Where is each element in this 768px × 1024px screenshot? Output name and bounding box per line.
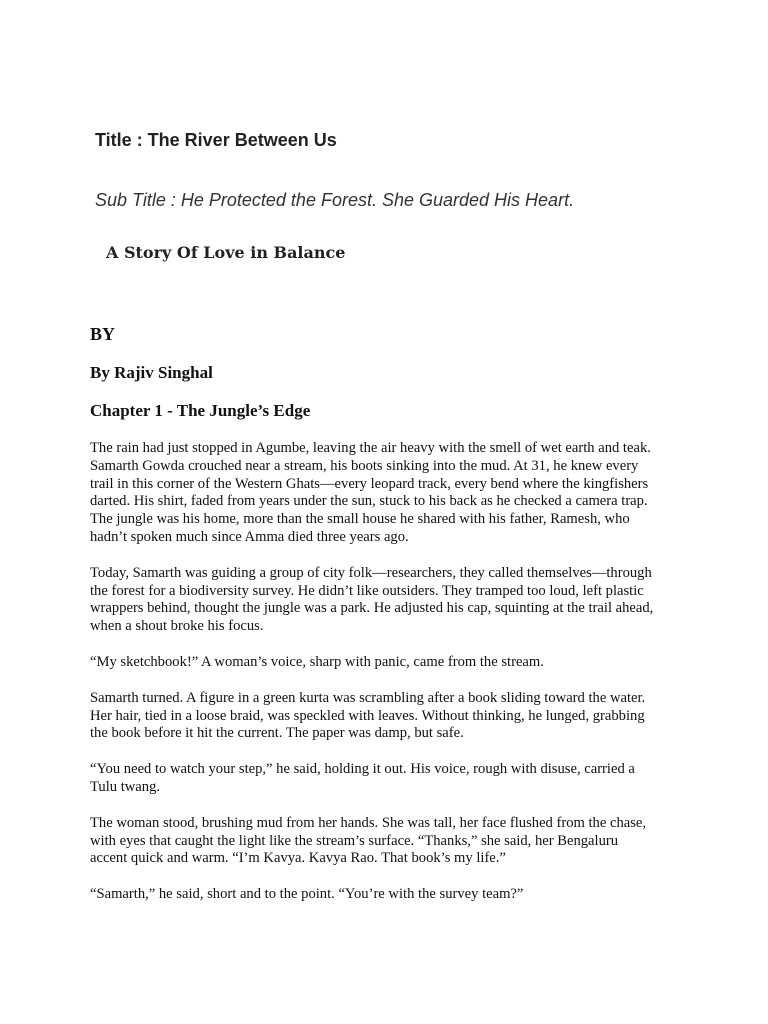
- chapter-body: [90, 440, 690, 922]
- text-line: Today, Samarth was guiding a group of city folk—researchers, they called themselves—through: [90, 564, 652, 581]
- text-line: darted. His shirt, faded from years under the sun, stuck to his back as he checked a camera trap.: [90, 493, 648, 510]
- text-line: the book before it hit the current. The paper was damp, but safe.: [90, 725, 464, 742]
- paragraph: [90, 815, 690, 868]
- book-tagline: A Story Of Love in Balance: [106, 243, 346, 262]
- chapter-title: Chapter 1 - The Jungle’s Edge: [90, 401, 311, 420]
- paragraph: [90, 761, 690, 797]
- by-heading: BY: [90, 324, 116, 344]
- paragraph: [90, 690, 690, 743]
- paragraph: [90, 886, 690, 904]
- text-line: when a shout broke his focus.: [90, 618, 264, 635]
- text-line: trail in this corner of the Western Ghats—every leopard track, every bend where the kingfishers: [90, 475, 649, 492]
- text-line: Her hair, tied in a loose braid, was speckled with leaves. Without thinking, he lunged, grabbing: [90, 707, 645, 724]
- paragraph: [90, 440, 690, 547]
- book-subtitle: Sub Title : He Protected the Forest. She Guarded His Heart.: [95, 190, 575, 210]
- author-line: By Rajiv Singhal: [90, 363, 213, 382]
- text-line: the forest for a biodiversity survey. He didn’t like outsiders. They tramped too loud, left plastic: [90, 582, 644, 599]
- text-line: “My sketchbook!” A woman’s voice, sharp with panic, came from the stream.: [90, 653, 544, 670]
- book-title: Title : The River Between Us: [95, 130, 337, 150]
- paragraph: [90, 654, 690, 672]
- text-line: Samarth Gowda crouched near a stream, his boots sinking into the mud. At 31, he knew every: [90, 457, 639, 474]
- text-line: Samarth turned. A figure in a green kurta was scrambling after a book sliding toward the water.: [90, 689, 646, 706]
- text-line: “You need to watch your step,” he said, holding it out. His voice, rough with disuse, carried a: [90, 761, 635, 778]
- text-line: “Samarth,” he said, short and to the point. “You’re with the survey team?”: [90, 886, 524, 903]
- text-line: The jungle was his home, more than the small house he shared with his father, Ramesh, who: [90, 511, 630, 528]
- paragraph: [90, 565, 690, 636]
- text-line: wrappers behind, thought the jungle was a park. He adjusted his cap, squinting at the trail ahead,: [90, 600, 654, 617]
- text-line: hadn’t spoken much since Amma died three years ago.: [90, 528, 409, 545]
- text-line: accent quick and warm. “I’m Kavya. Kavya Rao. That book’s my life.”: [90, 850, 506, 867]
- text-line: The rain had just stopped in Agumbe, leaving the air heavy with the smell of wet earth and teak.: [90, 440, 651, 456]
- text-line: Tulu twang.: [90, 778, 161, 795]
- text-line: with eyes that caught the light like the stream’s surface. “Thanks,” she said, her Bengaluru: [90, 832, 619, 849]
- text-line: The woman stood, brushing mud from her hands. She was tall, her face flushed from the chase,: [90, 814, 647, 831]
